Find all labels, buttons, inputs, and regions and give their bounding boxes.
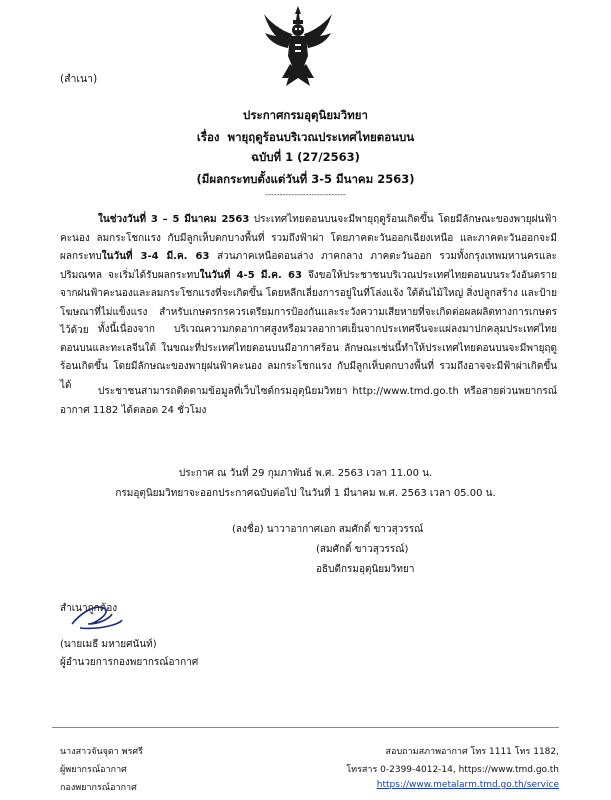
paragraph-contact: ประชาชนสามารถติดตามข้อมูลที่เว็บไซต์กรมอุตุนิยมวิทยา http://www.tmd.go.th หรือสายด่วนพยากรณ์อากาศ 1182 ได้ตลอด 24 ชั่วโมง	[60, 386, 557, 416]
next-announcement: กรมอุตุนิยมวิทยาจะออกประกาศฉบับต่อไป ในวันที่ 1 มีนาคม พ.ศ. 2563 เวลา 05.00 น.	[115, 488, 496, 499]
impact-date-1: ในวันที่ 3-4 มี.ค. 63	[101, 251, 210, 262]
announcement-subject	[0, 129, 611, 147]
signed-by: (ลงชื่อ) นาวาอากาศเอก สมศักดิ์ ขาวสุวรรณ์	[232, 524, 424, 535]
forecast-text-3: จึงขอให้ประชาชนบริเวณประเทศไทยตอนบนระวังอันตรายจากฝนฟ้าคะนองและลมกระโชกแรงที่จะเกิดขึ้น โดยหลีกเลี่ยงการอยู่ในที่โล่งแจ้ง ใต้ต้นไม้ใหญ่ สิ่งปลูกสร้าง และป้ายโฆษณาที่ไม่แข็งแรง สำหรับเกษตรกรควรเตรียมการป้องกันและระวังความเสียหายที่จะเกิดต่อผลผลิตทางการเกษตรไว้ด้วย	[60, 269, 557, 336]
certified-copy-label: สำเนาถูกต้อง	[60, 603, 118, 614]
paragraph-cause: ทั้งนี้เนื่องจาก บริเวณความกดอากาศสูงหรือมวลอากาศเย็นจากประเทศจีนจะแผ่ลงมาปกคลุมประเทศไทยตอนบนและทะเลจีนใต้ ในขณะที่ประเทศไทยตอนบนมีอากาศร้อน ลักษณะเช่นนี้ทำให้ประเทศไทยตอนบนจะมีพายุฤดูร้อนเกิดขึ้น โดยมีลักษณะของพายุฝนฟ้าคะนอง ลมกระโชกแรง กับมีลูกเห็บตกบางพื้นที่ รวมถึงอาจจะมีฟ้าผ่าเกิดขึ้นได้	[60, 324, 557, 391]
subject-label: เรื่อง	[196, 130, 220, 144]
effect-dates: (มีผลกระทบตั้งแต่วันที่ 3-5 มีนาคม 2563)	[196, 172, 415, 186]
footer-divider	[52, 727, 559, 728]
subject-text: พายุฤดูร้อนบริเวณประเทศไทยตอนบน	[227, 130, 415, 144]
footer-phone: สอบถามสภาพอากาศ โทร 1111 โทร 1182,	[385, 747, 559, 757]
announcement-title: ประกาศกรมอุตุนิยมวิทยา	[243, 108, 368, 122]
footer-fax-web: โทรสาร 0-2399-4012-14, https://www.tmd.go.th	[346, 765, 559, 775]
forecast-text-1: ประเทศไทยตอนบนจะมีพายุฤดูร้อนเกิดขึ้น โดยมีลักษณะของพายุฝนฟ้าคะนอง ลมกระโชกแรง กับมีลูกเห็บตกบางพื้นที่ รวมถึงฟ้าผ่า โดยภาคตะวันออกเฉียงเหนือ และภาคตะวันออกจะมีผลกระทบ	[60, 214, 557, 262]
forecast-text-2: ส่วนภาคเหนือตอนล่าง ภาคกลาง ภาคตะวันออก รวมทั้งกรุงเทพมหานครและปริมณฑล จะเริ่มได้รับผลกระทบ	[60, 251, 557, 281]
issue-number: ฉบับที่ 1 (27/2563)	[251, 150, 360, 164]
certifier-name: (นายเมธี มหายศนันท์)	[60, 639, 157, 650]
footer-author-role: ผู้พยากรณ์อากาศ	[60, 765, 127, 775]
footer-author: นางสาวจันจุดา พรศรี	[60, 747, 143, 757]
certifier-position: ผู้อำนวยการกองพยากรณ์อากาศ	[60, 657, 199, 668]
handwritten-signature-icon	[60, 594, 210, 634]
separator-line: ----------------------------	[265, 190, 346, 199]
garuda-emblem-icon	[262, 4, 334, 88]
footer-department: กองพยากรณ์อากาศ	[60, 783, 137, 793]
impact-date-2: ในวันที่ 4-5 มี.ค. 63	[199, 269, 302, 281]
signer-name: (สมศักดิ์ ขาวสุวรรณ์)	[316, 544, 409, 555]
forecast-period: ในช่วงวันที่ 3 – 5 มีนาคม 2563	[98, 214, 250, 225]
footer-service-link[interactable]: https://www.metalarm.tmd.go.th/service	[376, 780, 559, 790]
copy-mark: (สำเนา)	[60, 73, 98, 85]
announce-date: ประกาศ ณ วันที่ 29 กุมภาพันธ์ พ.ศ. 2563 เวลา 11.00 น.	[178, 468, 433, 479]
signer-position: อธิบดีกรมอุตุนิยมวิทยา	[316, 564, 415, 575]
